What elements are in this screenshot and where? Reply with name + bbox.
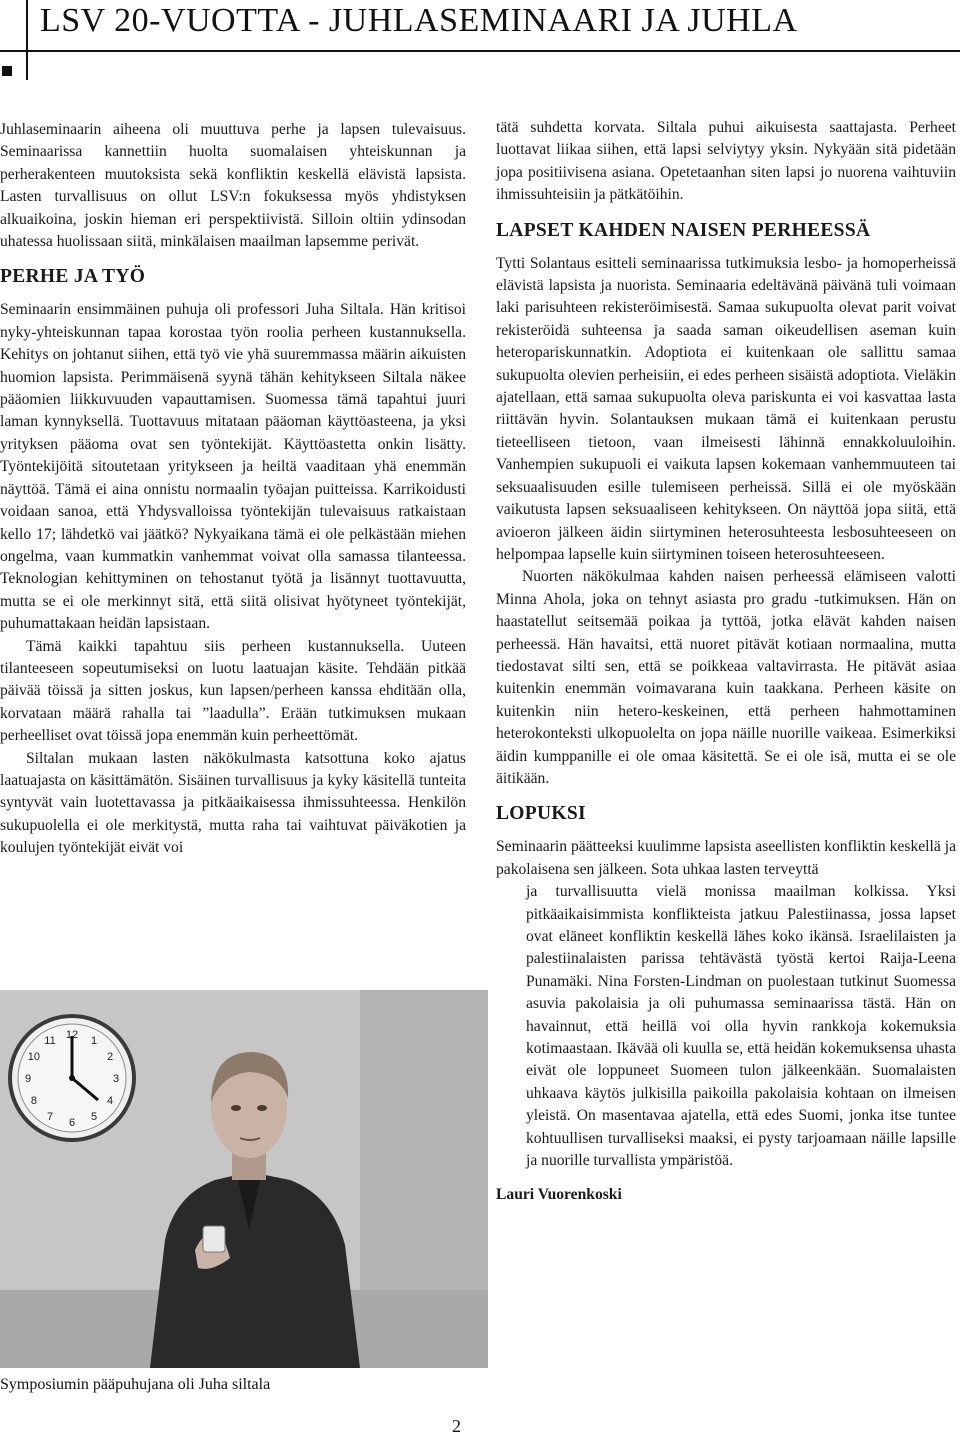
two-mothers-paragraph-2: Nuorten näkökulmaa kahden naisen perheessä elämiseen valotti Minna Ahola, joka on tehnyt asiasta pro gradu -tutkimuksen. Hän on haastatellut seitsemää poikaa ja tyttöä, jotka elävät kahden naisen perheessä. Hän havaitsi, että nuoret pitävät kotiaan normaalina, mutta tiedostavat silti sen, että se poikkeaa valtavirrasta. He pitävät asiaa kuitenkin enemmän voimavarana kuin taakkana. Perheen käsite on kuitenkin niin hetero-keskeinen, että perheen hahmottaminen heterokonteksti ulkopuolelta on jopa näille nuorille vaikeaa. Esimerkiksi äidin kumppanille ei ole omaa käsitettä. Se ei ole isä, mutta ei se ole äitikään.	[496, 568, 956, 787]
clock-numeral: 3	[112, 1073, 120, 1085]
end-paragraph-1: Seminaarin päätteeksi kuulimme lapsista aseellisten konfliktin keskellä ja pakolaisena sen jälkeen. Sota uhkaa lasten terveyttä	[496, 838, 956, 878]
photo-caption: Symposiumin pääpuhujana oli Juha siltala	[0, 1376, 271, 1393]
header-vertical-rule	[26, 0, 28, 80]
intro-paragraph: Juhlaseminaarin aiheena oli muuttuva perhe ja lapsen tulevaisuus. Seminaarissa kannettiin huolta suomalaisen yhteiskunnan ja perherakenteen muutoksista sekä konfliktin keskellä elävistä lapsista. Lasten turvallisuus on ollut LSV:n fokuksessa myös yhdistyksen alkuaikoina, joskin hieman eri perspektiivistä. Silloin oltiin ydinsodan uhatessa huolissaan siitä, minkälaisen maailman lapsemme perivät.	[0, 121, 466, 251]
section-heading-end: LOPUKSI	[496, 803, 586, 825]
clock-numeral: 8	[30, 1095, 37, 1107]
clock-numeral: 11	[44, 1034, 56, 1047]
work-paragraph-2: Tämä kaikki tapahtuu siis perheen kustannuksella. Uuteen tilanteeseen sopeutumiseksi on luotu laatuajan käsite. Tehdään pitkää päivää töissä ja sitten joskus, kun lapsen/perheen kanssa ehditään olla, korvataan määrä rahalla tai ”laadulla”. Erään tutkimuksen mukaan perheelliset ovat töissä jopa enemmän kuin perheettömät.	[0, 637, 466, 745]
page-number: 2	[452, 1416, 461, 1436]
right-column	[496, 117, 956, 1207]
clock-numeral: 5	[90, 1111, 98, 1124]
clock-numeral: 2	[107, 1051, 114, 1063]
clock-numeral: 7	[46, 1111, 54, 1124]
speaker-photo-illustration	[0, 990, 488, 1368]
header-rule	[0, 50, 960, 52]
clock-numeral: 10	[27, 1051, 41, 1063]
section-heading-work: PERHE JA TYÖ	[0, 266, 146, 288]
speaker-photo	[0, 990, 488, 1368]
end-paragraph-2: ja turvallisuutta vielä monissa maailman kolkissa. Yksi pitkäaikaisimmista konflikteista jatkuu Palestiinassa, jossa lapset ovat eläneet konfliktin keskellä lähes koko ikänsä. Israelilaisten ja palestiinalaisten parissa tehtävästä työstä kertoi Raija-Leena Punamäki. Nina Forsten-Lindman on puolestaan tutkinut Suomessa asuvia pakolaisia ja oli puhumassa seminaarissa tästä. Hän on havainnut, että heillä voi olla hyvin rankkoja kokemuksia kotimaastaan. Ikävää oli kuulla se, että heidän kokemuksensa uhasta eivät ole loppuneet Suomeen tulon jälkeenkään. Suomalaisten uhkaava käytös julkisilla paikoilla pakolaisia kohtaan on ilmeisen yleistä. On masentavaa ajatella, että edes Suomi, jonka itse tuntee kohtuullisen turvalliseksi maaksi, ei pysty tarjoamaan näille lapsille ja nuorille turvallista ympäristöä.	[526, 883, 956, 1170]
square-bullet-icon	[2, 66, 12, 76]
work-paragraph-3: Siltalan mukaan lasten näkökulmasta katsottuna koko ajatus laatuajasta on käsittämätön. Sisäinen turvallisuus ja kyky käsitellä tunteita syntyvät vain luotettavassa ja pitkäaikaisessa ihmissuhteessa. Henkilön sukupuolella ei ole merkitystä, mutta raha tai vaihtuvat päiväkotien ja koulujen työntekijät eivät voi	[0, 749, 466, 857]
left-column	[0, 119, 466, 860]
two-mothers-paragraph-1: Tytti Solantaus esitteli seminaarissa tutkimuksia lesbo- ja homoperheissä elävistä lapsista ja nuorista. Seminaaria edeltävänä päivänä tuli voimaan laki parisuhteen rekisteröimisestä. Samaa sukupuolta olevat parit voivat rekisteröidä suhteensa ja saada saman oikeudellisen aseman kuin heteropariskunnatkin. Adoptiota ei kuitenkaan ole sallittu samaa sukupuolta olevien perheisiin, ei edes perheen sisäistä adoptiota. Vieläkin ajatellaan, että samaa sukupuolta oleva pariskunta ei voi kasvattaa lasta riittävän hyvin. Solantauksen mukaan tämä ei kuitenkaan perustu tieteelliseen tietoon, vaan ilmeisesti lähinnä ennakkoluuloihin. Vanhempien sukupuoli ei vaikuta lapsen kokemaan vanhemmuuteen tai seksuaalisuuden esille tulemiseen perheissä. Sillä ei ole myöskään vaikutusta lapsen seksuaaliseen kehitykseen. On näyttöä jopa siitä, että avioeron jälkeen äidin siirtyminen heterosuhteesta lesbosuhteeseen on helpompaa lapselle kuin siirtyminen toiseen heterosuhteeseen.	[496, 254, 956, 563]
continuation-paragraph: tätä suhdetta korvata. Siltala puhui aikuisesta saattajasta. Perheet luottavat liikaa siihen, että lapsi selviytyy yksin. Nykyään sitä pidetään jopa positiivisena asiana. Opetetaanhan siten lapsi jo nuorena vaihtuviin ihmissuhteisiin ja pätkätöihin.	[496, 119, 956, 204]
clock-numeral: 1	[90, 1034, 98, 1047]
clock-numeral: 4	[107, 1095, 114, 1107]
author-signature: Lauri Vuorenkoski	[496, 1186, 622, 1204]
page-title: LSV 20-VUOTTA - JUHLASEMINAARI JA JUHLA	[40, 2, 798, 39]
wall-clock-icon	[10, 1016, 134, 1140]
clock-numeral: 12	[65, 1029, 79, 1041]
section-heading-two-mothers: LAPSET KAHDEN NAISEN PERHEESSÄ	[496, 219, 871, 241]
work-paragraph-1: Seminaarin ensimmäinen puhuja oli professori Juha Siltala. Hän kritisoi nyky-yhteiskunnan tapaa korostaa työn roolia perheen kustannuksella. Kehitys on johtanut siihen, että työ vie yhä suuremmassa määrin aikuisten huomion lapsista. Perimmäisenä syynä tähän kehitykseen Siltala näkee pääomien liikkuvuuden vapauttamisen. Suomessa tämä tapahtui juuri laman kynnyksellä. Tuottavuus mitataan pääoman käyttöasteena, ja yksi yrityksen pääoma ovat sen työntekijät. Käyttöastetta onkin lisätty. Työntekijöitä sitoutetaan yritykseen ja heiltä vaaditaan yhä enemmän näyttöä. Tämä ei aina onnistu normaalin työajan puitteissa. Karrikoidusti voidaan sanoa, että Yhdysvalloissa työntekijän tulevaisuus ratkaistaan kello 17; lähdetkö vai jäätkö? Nykyaikana tämä ei ole pelkästään miehen ongelma, vaan kummatkin vanhemmat voivat olla samassa tilanteessa. Teknologian kehittyminen on tehostanut työtä ja lisännyt tuottavuutta, mutta se ei ole merkinnyt sitä, että siitä olisivat hyötyneet työntekijät, puhumattakaan heidän lapsistaan.	[0, 301, 466, 633]
clock-numeral: 6	[68, 1117, 76, 1129]
clock-numeral: 9	[24, 1073, 32, 1085]
